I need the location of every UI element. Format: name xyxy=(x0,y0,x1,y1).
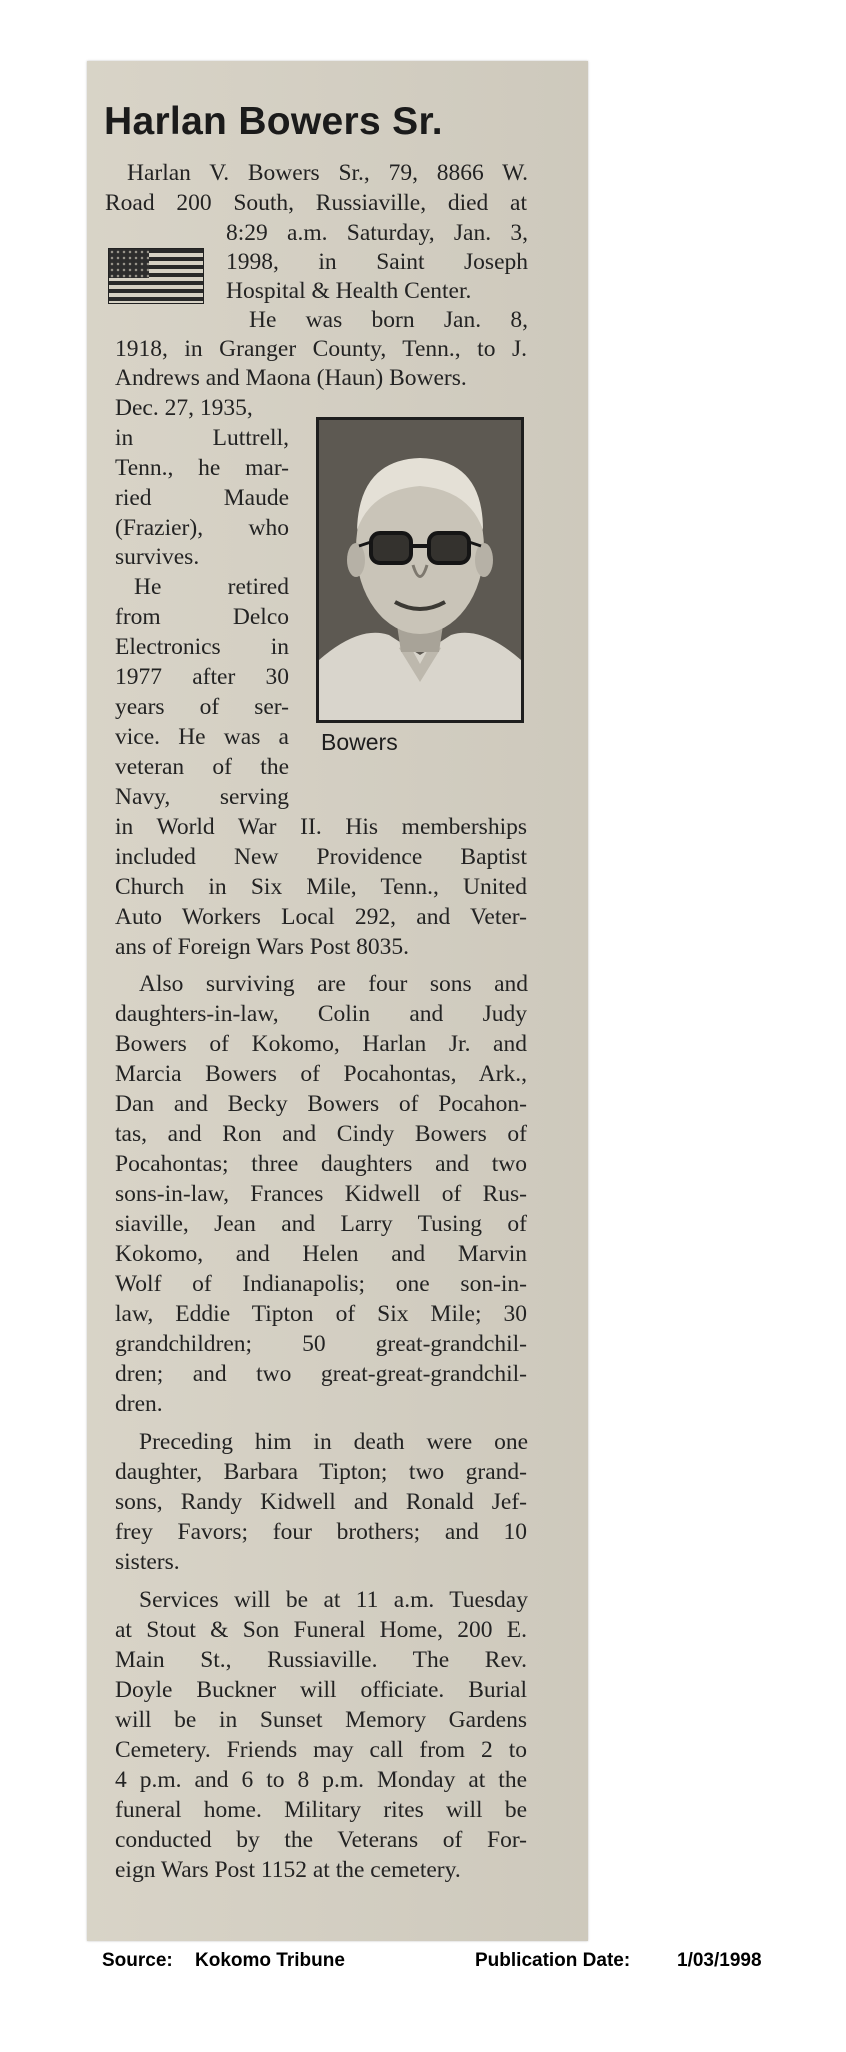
text-line: Road 200 South, Russiaville, died at xyxy=(105,190,527,216)
text-line: Dan and Becky Bowers of Pocahon- xyxy=(115,1091,527,1117)
text-line: daughters-in-law, Colin and Judy xyxy=(115,1001,527,1027)
source-label: Source: xyxy=(102,1950,173,1971)
text-line: tas, and Ron and Cindy Bowers of xyxy=(115,1121,527,1147)
text-line: grandchildren; 50 great-grandchil- xyxy=(115,1331,527,1357)
american-flag-icon xyxy=(108,248,204,304)
text-line: Hospital & Health Center. xyxy=(226,278,472,304)
text-line: sisters. xyxy=(115,1549,180,1575)
text-line: dren; and two great-great-grandchil- xyxy=(115,1361,527,1387)
text-line: Auto Workers Local 292, and Veter- xyxy=(115,904,527,930)
text-line: eign Wars Post 1152 at the cemetery. xyxy=(115,1857,461,1883)
text-line: Wolf of Indianapolis; one son-in- xyxy=(115,1271,527,1297)
text-line: vice. He was a xyxy=(115,724,289,750)
text-line: Cemetery. Friends may call from 2 to xyxy=(115,1737,527,1763)
text-line: at Stout & Son Funeral Home, 200 E. xyxy=(115,1617,527,1643)
text-line: survives. xyxy=(115,544,200,570)
text-line: in Luttrell, xyxy=(115,425,289,451)
photo-caption: Bowers xyxy=(321,729,398,755)
text-line: Pocahontas; three daughters and two xyxy=(115,1151,527,1177)
text-line: (Frazier), who xyxy=(115,515,289,541)
text-line: 8:29 a.m. Saturday, Jan. 3, xyxy=(226,220,528,246)
text-line: Navy, serving xyxy=(115,784,289,810)
flag-canton xyxy=(109,249,149,278)
text-line: Church in Six Mile, Tenn., United xyxy=(115,874,527,900)
publication-date-value: 1/03/1998 xyxy=(677,1950,762,1971)
text-line: veteran of the xyxy=(115,754,289,780)
text-line: ried Maude xyxy=(115,485,289,511)
source-value: Kokomo Tribune xyxy=(195,1950,345,1971)
text-line: Services will be at 11 a.m. Tuesday xyxy=(139,1587,528,1613)
text-line: in World War II. His memberships xyxy=(115,814,527,840)
text-line: will be in Sunset Memory Gardens xyxy=(115,1707,527,1733)
text-line: siaville, Jean and Larry Tusing of xyxy=(115,1211,527,1237)
text-line: frey Favors; four brothers; and 10 xyxy=(115,1519,527,1545)
text-line: conducted by the Veterans of For- xyxy=(115,1827,527,1853)
text-line: Dec. 27, 1935, xyxy=(115,395,253,421)
text-line: law, Eddie Tipton of Six Mile; 30 xyxy=(115,1301,527,1327)
text-line: Bowers of Kokomo, Harlan Jr. and xyxy=(115,1031,527,1057)
text-line: Andrews and Maona (Haun) Bowers. xyxy=(115,365,467,391)
text-line: from Delco xyxy=(115,604,289,630)
text-line: 1918, in Granger County, Tenn., to J. xyxy=(115,336,527,362)
text-line: dren. xyxy=(115,1391,163,1417)
text-line: 1998, in Saint Joseph xyxy=(226,249,528,275)
portrait-image xyxy=(319,420,521,720)
text-line: He retired xyxy=(134,574,289,600)
text-line: included New Providence Baptist xyxy=(115,844,527,870)
text-line: Tenn., he mar- xyxy=(115,455,289,481)
text-line: 4 p.m. and 6 to 8 p.m. Monday at the xyxy=(115,1767,527,1793)
text-line: Marcia Bowers of Pocahontas, Ark., xyxy=(115,1061,527,1087)
text-line: Doyle Buckner will officiate. Burial xyxy=(115,1677,527,1703)
obituary-headline: Harlan Bowers Sr. xyxy=(104,100,443,143)
text-line: daughter, Barbara Tipton; two grand- xyxy=(115,1459,527,1485)
text-line: sons-in-law, Frances Kidwell of Rus- xyxy=(115,1181,527,1207)
publication-date-label: Publication Date: xyxy=(475,1950,631,1971)
text-line: years of ser- xyxy=(115,694,289,720)
text-line: Also surviving are four sons and xyxy=(139,971,528,997)
text-line: He was born Jan. 8, xyxy=(249,307,528,333)
text-line: sons, Randy Kidwell and Ronald Jef- xyxy=(115,1489,527,1515)
text-line: 1977 after 30 xyxy=(115,664,289,690)
text-line: ans of Foreign Wars Post 8035. xyxy=(115,934,410,960)
portrait-photo xyxy=(316,417,524,723)
text-line: Harlan V. Bowers Sr., 79, 8866 W. xyxy=(127,160,528,186)
text-line: Kokomo, and Helen and Marvin xyxy=(115,1241,527,1267)
text-line: Preceding him in death were one xyxy=(139,1429,528,1455)
text-line: Main St., Russiaville. The Rev. xyxy=(115,1647,527,1673)
text-line: Electronics in xyxy=(115,634,289,660)
text-line: funeral home. Military rites will be xyxy=(115,1797,527,1823)
